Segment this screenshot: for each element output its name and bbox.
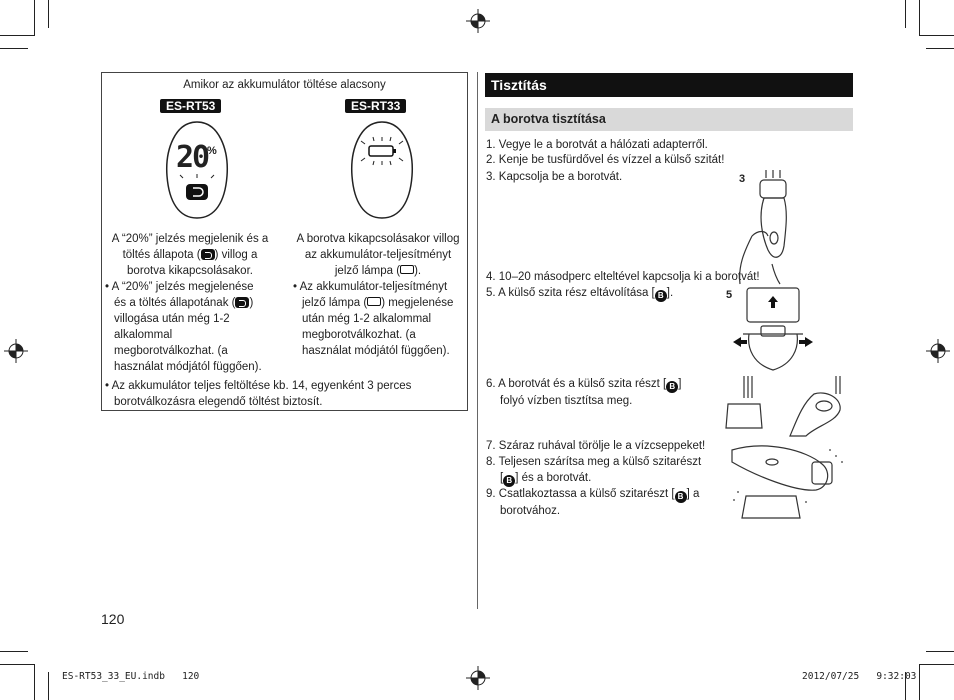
text-line: 5. A külső szita rész eltávolítása [: [486, 287, 655, 299]
model-badge-rt33: ES-RT33: [345, 99, 406, 113]
crop-mark: [48, 672, 49, 700]
subsection-title: A borotva tisztítása: [485, 108, 853, 131]
charging-plug-icon: [235, 297, 249, 308]
battery-icon: [367, 297, 381, 306]
step-7: 7. Száraz ruhával törölje le a vízcseppeket!: [486, 440, 706, 452]
remove-outer-foil-illustration: [733, 282, 813, 377]
crop-mark: [48, 0, 49, 28]
crop-mark: [920, 35, 954, 36]
part-b-icon: B: [666, 381, 678, 393]
rt33-bullet: • Az akkumulátor-teljesítményt jelző lámpa ( ) megjelenése után még 1-2 alkalommal megborotválkozhat. (a használat módjától függően).: [293, 279, 468, 359]
text-line: 6. A borotvát és a külső szita részt [: [486, 378, 667, 390]
text-line: folyó vízben tisztítsa meg.: [500, 395, 633, 407]
text-line: ) villog a: [214, 249, 258, 261]
box-caption: Amikor az akkumulátor töltése alacsony: [183, 79, 386, 91]
text-line: az akkumulátor-teljesítményt: [304, 249, 452, 261]
step-5: [486, 285, 673, 302]
text-line: borotválkozásra elegendő töltést biztosít.: [114, 396, 323, 408]
text-line: töltés állapota (: [122, 249, 201, 261]
rt53-description: [104, 231, 276, 279]
crop-mark: [920, 664, 954, 665]
shaver-switch-on-illustration: [728, 166, 808, 286]
text-line: megborotválkozhat. (a: [114, 345, 228, 357]
crop-mark: [34, 664, 35, 700]
text-line: [: [500, 472, 504, 484]
text-line: használat módjától függően).: [302, 345, 450, 357]
text-line: Az akkumulátor-teljesítményt: [299, 281, 448, 293]
crop-mark: [919, 664, 920, 700]
rinse-under-water-illustration: [716, 374, 848, 440]
step-4: 4. 10–20 másodperc elteltével kapcsolja ki a borotvát!: [486, 271, 760, 283]
rt53-bullet: • A “20%” jelzés megjelenése és a töltés állapotának ( ) villogása után még 1-2 alkalommal megborotválkozhat. (a használat módjától függően).: [105, 279, 277, 375]
step-2: 2. Kenje be tusfürdővel és vízzel a külső szitát!: [486, 154, 725, 166]
part-b-icon: B: [675, 491, 687, 503]
text-line: ): [249, 297, 254, 309]
figure-number-5: 5: [726, 289, 733, 301]
step-3: 3. Kapcsolja be a borotvát.: [486, 171, 623, 183]
crop-mark: [926, 651, 954, 652]
shaver-display-rt33: [348, 120, 416, 220]
step-8: [486, 454, 701, 487]
crop-mark: [919, 0, 920, 36]
page-number: 120: [101, 611, 125, 627]
crop-mark: [0, 35, 34, 36]
text-line: ]: [678, 378, 682, 390]
registration-mark-icon: [4, 339, 28, 363]
text-line: jelző lámpa (: [334, 265, 401, 277]
crop-mark: [926, 48, 954, 49]
text-line: A borotva kikapcsolásakor villog: [296, 233, 460, 245]
rt33-description: [288, 231, 468, 279]
text-line: A “20%” jelzés megjelenik és a: [111, 233, 269, 245]
text-line: villogása után még 1-2: [114, 313, 230, 325]
percent-unit: %: [207, 145, 217, 157]
text-line: A “20%” jelzés megjelenése: [111, 281, 254, 293]
crop-mark: [34, 0, 35, 36]
text-line: megborotválkozhat. (a: [302, 329, 416, 341]
text-line: után még 1-2 alkalommal: [302, 313, 432, 325]
model-badge-rt53: ES-RT53: [160, 99, 221, 113]
figure-number-3: 3: [739, 173, 746, 185]
text-line: ] és a borotvát.: [515, 472, 592, 484]
column-divider: [477, 72, 478, 609]
battery-icon: [400, 265, 414, 274]
text-line: alkalommal: [114, 329, 173, 341]
crop-mark: [0, 48, 28, 49]
text-line: ].: [666, 287, 674, 299]
step-9: [486, 486, 699, 519]
text-line: 8. Teljesen szárítsa meg a külső szitarészt: [486, 456, 702, 468]
registration-mark-icon: [466, 666, 490, 690]
full-charge-note: • Az akkumulátor teljes feltöltése kb. 14, egyenként 3 perces borotválkozásra elegendő töltést biztosít.: [105, 378, 465, 410]
footer-timestamp: 2012/07/25 9:32:03: [802, 671, 917, 682]
dry-shaver-illustration: [726, 440, 850, 524]
part-b-icon: B: [655, 290, 667, 302]
text-line: 9. Csatlakoztassa a külső szitarészt [: [486, 488, 675, 500]
crop-mark: [0, 664, 34, 665]
text-line: ).: [414, 265, 422, 277]
text-line: ) megjelenése: [381, 297, 454, 309]
registration-mark-icon: [926, 339, 950, 363]
step-1: 1. Vegye le a borotvát a hálózati adapterről.: [486, 139, 708, 151]
crop-mark: [0, 651, 28, 652]
part-b-icon: B: [503, 475, 515, 487]
text-line: Az akkumulátor teljes feltöltése kb. 14, egyenként 3 perces: [111, 380, 412, 392]
text-line: használat módjától függően).: [114, 361, 262, 373]
text-line: ] a: [686, 488, 700, 500]
section-title: Tisztítás: [485, 73, 853, 97]
crop-mark: [905, 0, 906, 28]
text-line: jelző lámpa (: [302, 297, 368, 309]
registration-mark-icon: [466, 9, 490, 33]
text-line: és a töltés állapotának (: [114, 297, 236, 309]
step-6: [486, 376, 681, 409]
charging-plug-icon: [201, 249, 215, 260]
footer-file-info: ES-RT53_33_EU.indb 120: [62, 671, 200, 682]
percent-readout: 20: [176, 140, 209, 175]
text-line: borotvához.: [500, 505, 561, 517]
text-line: borotva kikapcsolásakor.: [127, 265, 253, 277]
